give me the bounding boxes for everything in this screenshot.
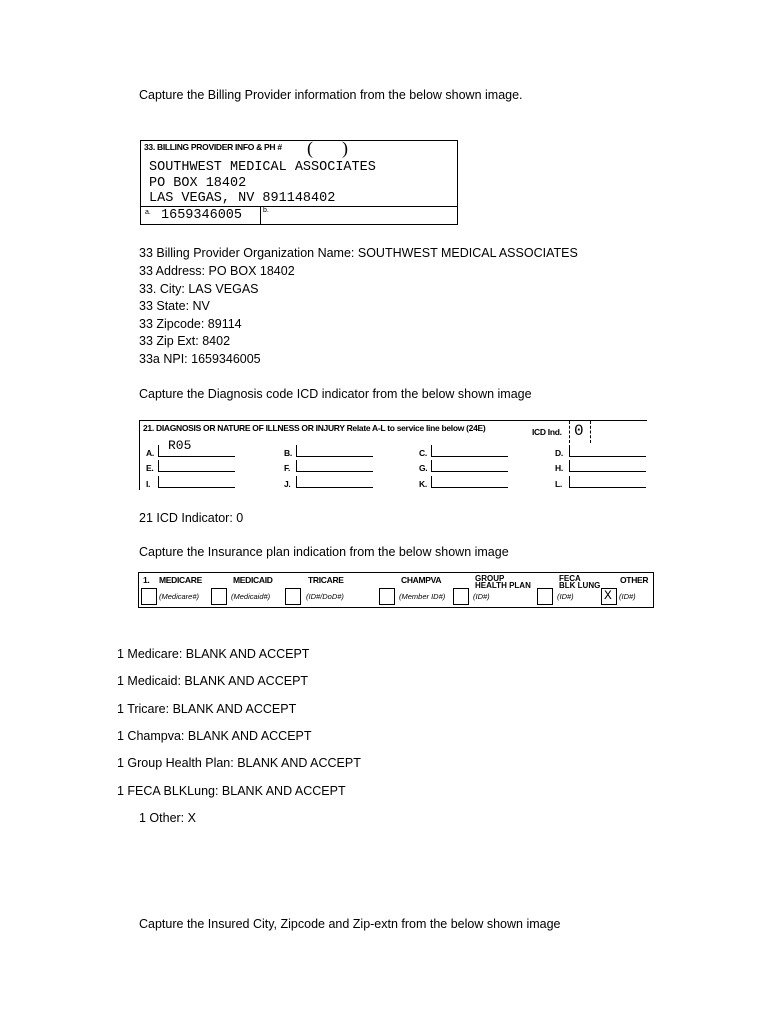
dx-field-j: [296, 476, 373, 488]
insured-city-prompt: Capture the Insured City, Zipcode and Zip-extn from the below shown image: [139, 917, 561, 931]
dx-field-h: [569, 460, 646, 472]
icd-ind-value: 0: [574, 422, 584, 440]
ins-result-other: 1 Other: X: [139, 811, 196, 825]
ins-group-label-2: HEALTH PLAN: [475, 581, 531, 590]
ins-medicaid-sub: (Medicaid#): [231, 592, 271, 601]
dx-label-e: E.: [146, 463, 154, 473]
ins-result-tricare: 1 Tricare: BLANK AND ACCEPT: [117, 702, 297, 716]
phone-paren-open: (: [307, 138, 313, 158]
dx-label-k: K.: [419, 479, 427, 489]
billing-prompt: Capture the Billing Provider information from the below shown image.: [139, 88, 523, 102]
ins-result-group: 1 Group Health Plan: BLANK AND ACCEPT: [117, 756, 361, 770]
dx-label-c: C.: [419, 448, 427, 458]
ins-tricare-label: TRICARE: [308, 575, 344, 585]
icd-result: 21 ICD Indicator: 0: [139, 511, 244, 525]
dx-label-i: I.: [146, 479, 151, 489]
dx-label-f: F.: [284, 463, 291, 473]
ins-other-x-mark: X: [604, 588, 612, 603]
billing-npi: 1659346005: [161, 208, 243, 223]
insurance-plan-box: [138, 572, 654, 608]
ins-medicaid-checkbox[interactable]: [211, 588, 227, 605]
billing-line-city: LAS VEGAS, NV 891148402: [149, 191, 336, 206]
ins-tricare-sub: (ID#/DoD#): [306, 592, 344, 601]
billing-result-zipext: 33 Zip Ext: 8402: [139, 334, 231, 348]
ins-feca-label-1: FECA: [559, 574, 581, 583]
diagnosis-box-header: 21. DIAGNOSIS OR NATURE OF ILLNESS OR INJURY Relate A-L to service line below (24E): [143, 423, 486, 433]
ins-tricare-checkbox[interactable]: [285, 588, 301, 605]
billing-npi-divider: [260, 206, 261, 224]
ins-result-medicare: 1 Medicare: BLANK AND ACCEPT: [117, 647, 310, 661]
diagnosis-box: [139, 420, 647, 490]
dx-label-j: J.: [284, 479, 291, 489]
billing-result-npi: 33a NPI: 1659346005: [139, 352, 261, 366]
icd-divider-right: [590, 421, 591, 443]
billing-line-address: PO BOX 18402: [149, 176, 247, 191]
billing-result-address: 33 Address: PO BOX 18402: [139, 264, 295, 278]
npi-a-label: a.: [145, 209, 151, 216]
billing-result-zip: 33 Zipcode: 89114: [139, 317, 242, 331]
ins-medicaid-label: MEDICAID: [233, 575, 273, 585]
phone-paren-close: ): [342, 138, 348, 158]
ins-feca-checkbox[interactable]: [537, 588, 553, 605]
dx-field-c: [431, 445, 508, 457]
ins-medicare-sub: (Medicare#): [159, 592, 200, 601]
icd-divider-left: [569, 421, 570, 443]
ins-champva-label: CHAMPVA: [401, 575, 442, 585]
ins-number: 1.: [143, 575, 150, 585]
ins-feca-label-2: BLK LUNG: [559, 581, 601, 590]
dx-label-g: G.: [419, 463, 428, 473]
dx-field-k: [431, 476, 508, 488]
dx-field-g: [431, 460, 508, 472]
npi-b-label: b.: [263, 207, 269, 214]
billing-box-header: 33. BILLING PROVIDER INFO & PH #: [144, 142, 282, 152]
ins-champva-sub: (Member ID#): [399, 592, 446, 601]
insurance-prompt: Capture the Insurance plan indication from the below shown image: [139, 545, 509, 559]
dx-label-l: L.: [555, 479, 562, 489]
ins-champva-checkbox[interactable]: [379, 588, 395, 605]
ins-result-feca: 1 FECA BLKLung: BLANK AND ACCEPT: [117, 784, 346, 798]
dx-label-b: B.: [284, 448, 292, 458]
dx-field-i: [158, 476, 235, 488]
dx-label-a: A.: [146, 448, 154, 458]
ins-result-medicaid: 1 Medicaid: BLANK AND ACCEPT: [117, 674, 309, 688]
diagnosis-prompt: Capture the Diagnosis code ICD indicator from the below shown image: [139, 387, 532, 401]
dx-field-e: [158, 460, 235, 472]
dx-field-b: [296, 445, 373, 457]
ins-other-sub: (ID#): [619, 592, 636, 601]
ins-group-sub: (ID#): [473, 592, 490, 601]
dx-field-l: [569, 476, 646, 488]
dx-label-h: H.: [555, 463, 563, 473]
dx-code-a: R05: [168, 438, 192, 453]
billing-divider: [141, 206, 457, 207]
billing-result-city: 33. City: LAS VEGAS: [139, 282, 259, 296]
ins-feca-sub: (ID#): [557, 592, 574, 601]
ins-group-label-1: GROUP: [475, 574, 505, 583]
dx-label-d: D.: [555, 448, 563, 458]
dx-field-d: [569, 445, 646, 457]
ins-group-checkbox[interactable]: [453, 588, 469, 605]
billing-line-name: SOUTHWEST MEDICAL ASSOCIATES: [149, 160, 376, 175]
dx-field-f: [296, 460, 373, 472]
billing-result-state: 33 State: NV: [139, 299, 210, 313]
ins-medicare-checkbox[interactable]: [141, 588, 157, 605]
billing-provider-box: [140, 140, 458, 225]
billing-result-org: 33 Billing Provider Organization Name: SOUTHWEST MEDICAL ASSOCIATES: [139, 246, 578, 260]
icd-ind-label: ICD Ind.: [532, 427, 562, 437]
ins-other-label: OTHER: [620, 575, 649, 585]
ins-result-champva: 1 Champva: BLANK AND ACCEPT: [117, 729, 312, 743]
ins-medicare-label: MEDICARE: [159, 575, 202, 585]
